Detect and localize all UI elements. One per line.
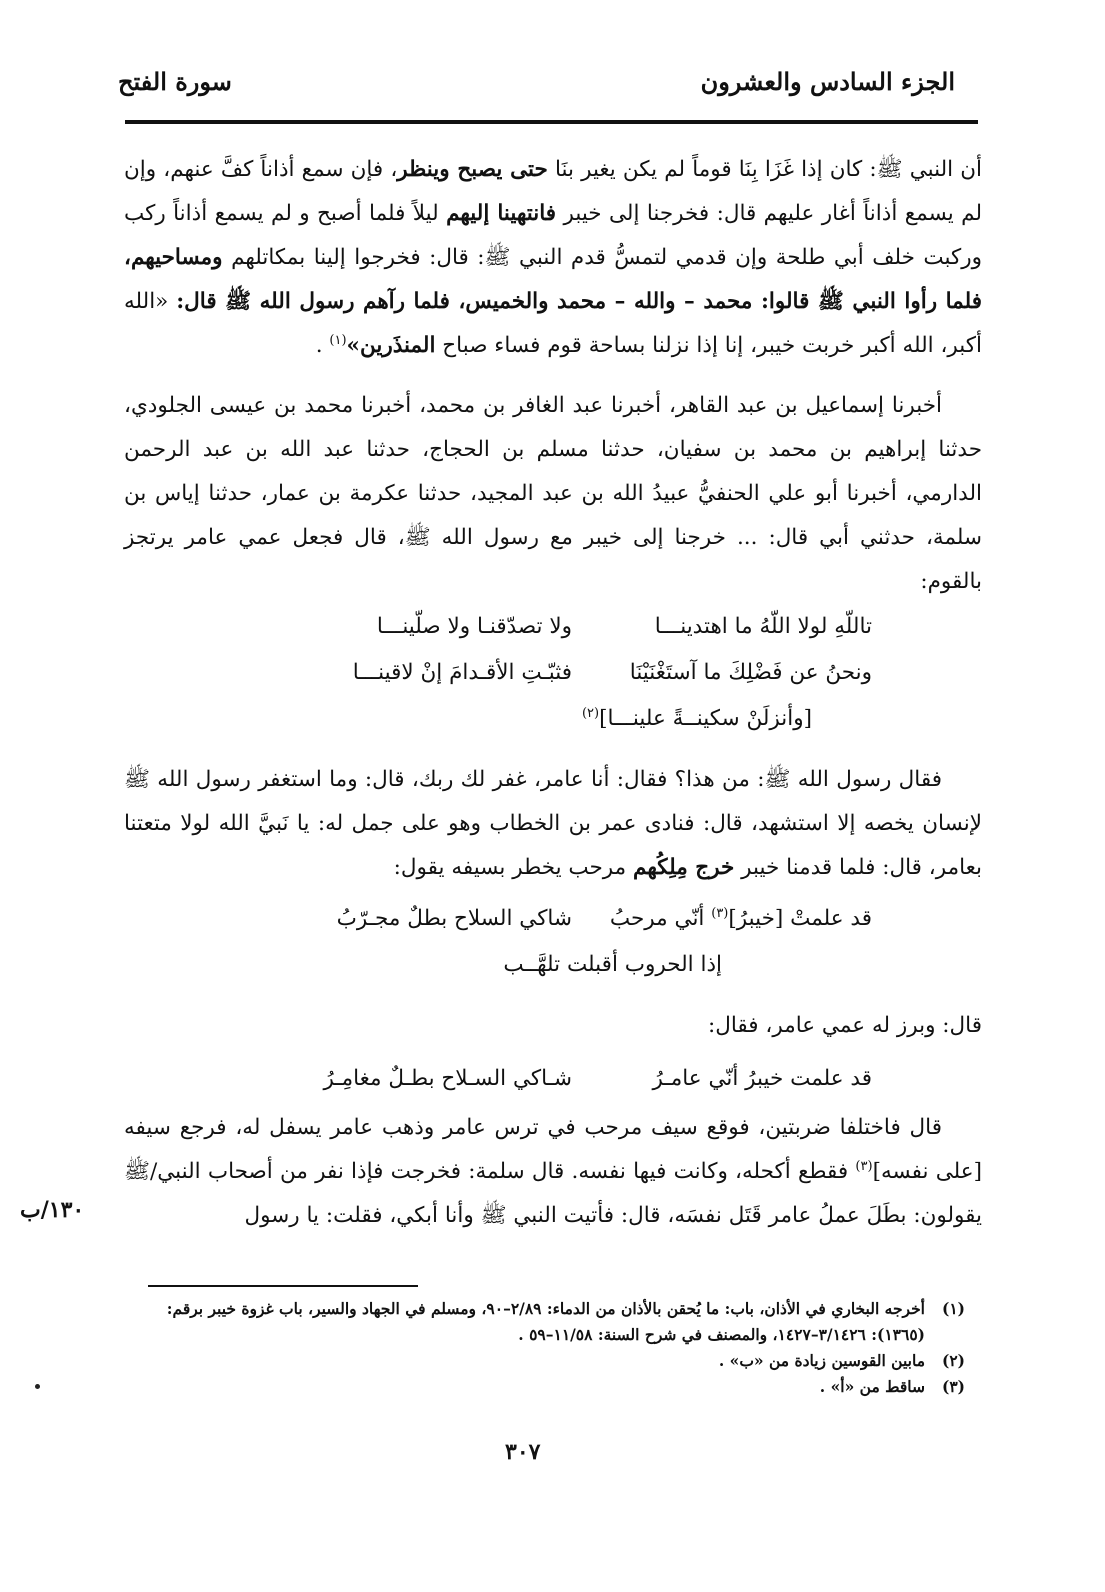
verse-hemistich: شـاكي السـلاح بطـلٌ مغامِـرُ xyxy=(323,1066,572,1091)
verse-line: إذا الحروب أقبلت تلهَّــب xyxy=(503,952,722,977)
scan-speck xyxy=(35,1384,40,1389)
footnotes xyxy=(125,1296,965,1400)
footnote-item: (٣) ساقط من «أ» . xyxy=(819,1377,965,1396)
verse-hemistich: قد علمتْ [خيبرُ]$^{(٣)}$ أنّي مرحبُ xyxy=(609,905,872,931)
verse-block-2 xyxy=(124,896,982,988)
header-rule xyxy=(125,120,978,124)
main-text xyxy=(124,148,982,1238)
running-head-part: الجزء السادس والعشرون xyxy=(700,67,955,96)
manuscript-folio-marker: ١٣٠/ب xyxy=(20,1197,85,1223)
paragraph-amir-reply: قال: وبرز له عمي عامر، فقال: xyxy=(708,1013,982,1038)
verse-hemistich: شاكي السلاح بطلٌ مجـرّبُ xyxy=(336,906,572,931)
verse-hemistich: ولا تصدّقنـا ولا صلّينـــا xyxy=(376,614,572,639)
footnote-rule xyxy=(148,1285,418,1287)
verse-hemistich: ونحنُ عن فَضْلِكَ ما آستَغْنَيْنَا xyxy=(629,660,872,685)
footnote-item: (٢) مابين القوسين زيادة من «ب» . xyxy=(718,1351,965,1370)
verse-hemistich: فثبّـتِ الأقـدامَ إنْ لاقينـــا xyxy=(352,660,572,685)
paragraph-hadith-1: أن النبي ﷺ: كان إذا غَزَا بِنَا قوماً لم يكن يغير بنَا حتى يصبح وينظر، فإن سمع أذاناً كفَّ عنهم، وإن لم يسمع أذاناً أغار عليهم قال: فخرجنا إلى خيبر فانتهينا إليهم ليلاً فلما أصبح و لم يسمع أذاناً ركب وركبت خلف أبي طلحة وإن قدمي لتمسُّ قدم النبي ﷺ: قال: فخرجوا إلينا بمكاتلهم ومساحيهم، فلما رأوا النبي ﷺ قالوا: محمد – والله – محمد والخميس، فلما رآهم رسول الله ﷺ قال: «الله أكبر، الله أكبر خربت خيبر، إنا إذا نزلنا بساحة قوم فساء صباح المنذَرين»$^{(١)}$ . xyxy=(124,157,982,358)
footnote-ref[interactable]: (٣) xyxy=(855,1158,873,1174)
verse-hemistich: قد علمت خيبرُ أنّي عامـرُ xyxy=(652,1066,872,1091)
footnote-item: (١) أخرجه البخاري في الأذان، باب: ما يُحقن بالأذان من الدماء: ٢/٨٩–٩٠، ومسلم في الجهاد والسير، باب غزوة خيبر برقم: (١٣٦٥): ٣/١٤٢٦–١٤٢٧، والمصنف في شرح السنة: ١١/٥٨–٥٩ . xyxy=(166,1299,965,1344)
page-number: ٣٠٧ xyxy=(505,1439,541,1465)
verse-hemistich: تاللّهِ لولا اللّهُ ما اهتدينـــا xyxy=(654,614,872,639)
verse-line: [وأنزلَنْ سكينــةً علينـــا] xyxy=(599,706,812,731)
paragraph-marhab: فقال رسول الله ﷺ: من هذا؟ فقال: أنا عامر، غفر لك ربك، قال: وما استغفر رسول الله ﷺ لإنسان يخصه إلا استشهد، قال: فنادى عمر بن الخطاب وهو على جمل له: يا نَبيَّ الله لولا متعتنا بعامر، قال: فلما قدمنا خيبر خرج مِلِكُهم مرحب يخطر بسيفه يقول: xyxy=(124,767,982,880)
verse-block-1 xyxy=(124,604,982,742)
footnote-ref[interactable]: (٢) xyxy=(581,705,600,721)
paragraph-isnad: أخبرنا إسماعيل بن عبد القاهر، أخبرنا عبد الغافر بن محمد، أخبرنا محمد بن عيسى الجلودي، حدثنا إبراهيم بن محمد بن سفيان، حدثنا مسلم بن الحجاج، حدثنا عبد الله بن عبد الرحمن الدارمي، أخبرنا أبو علي الحنفيُّ عبيدُ الله بن عبد المجيد، حدثنا عكرمة بن عمار، حدثنا إياس بن سلمة، حدثني أبي قال: ... خرجنا إلى خيبر مع رسول الله ﷺ، قال فجعل عمي عامر يرتجز بالقوم: xyxy=(124,393,982,594)
paragraph-duel: قال فاختلفا ضربتين، فوقع سيف مرحب في ترس عامر وذهب عامر يسفل له، فرجع سيفه [على نفسه]$^{(٣)}$ فقطع أكحله، وكانت فيها نفسه. قال سلمة: فخرجت فإذا نفر من أصحاب النبي/ﷺ يقولون: بطَلَ عملُ عامر قَتَل نفسَه، قال: فأتيت النبي ﷺ وأنا أبكي، فقلت: يا رسول xyxy=(124,1115,982,1228)
footnote-ref[interactable]: (٣) xyxy=(711,905,729,921)
verse-block-3 xyxy=(124,1056,982,1102)
running-head-surah: سورة الفتح xyxy=(118,67,232,96)
footnote-ref[interactable]: (١) xyxy=(329,332,347,348)
